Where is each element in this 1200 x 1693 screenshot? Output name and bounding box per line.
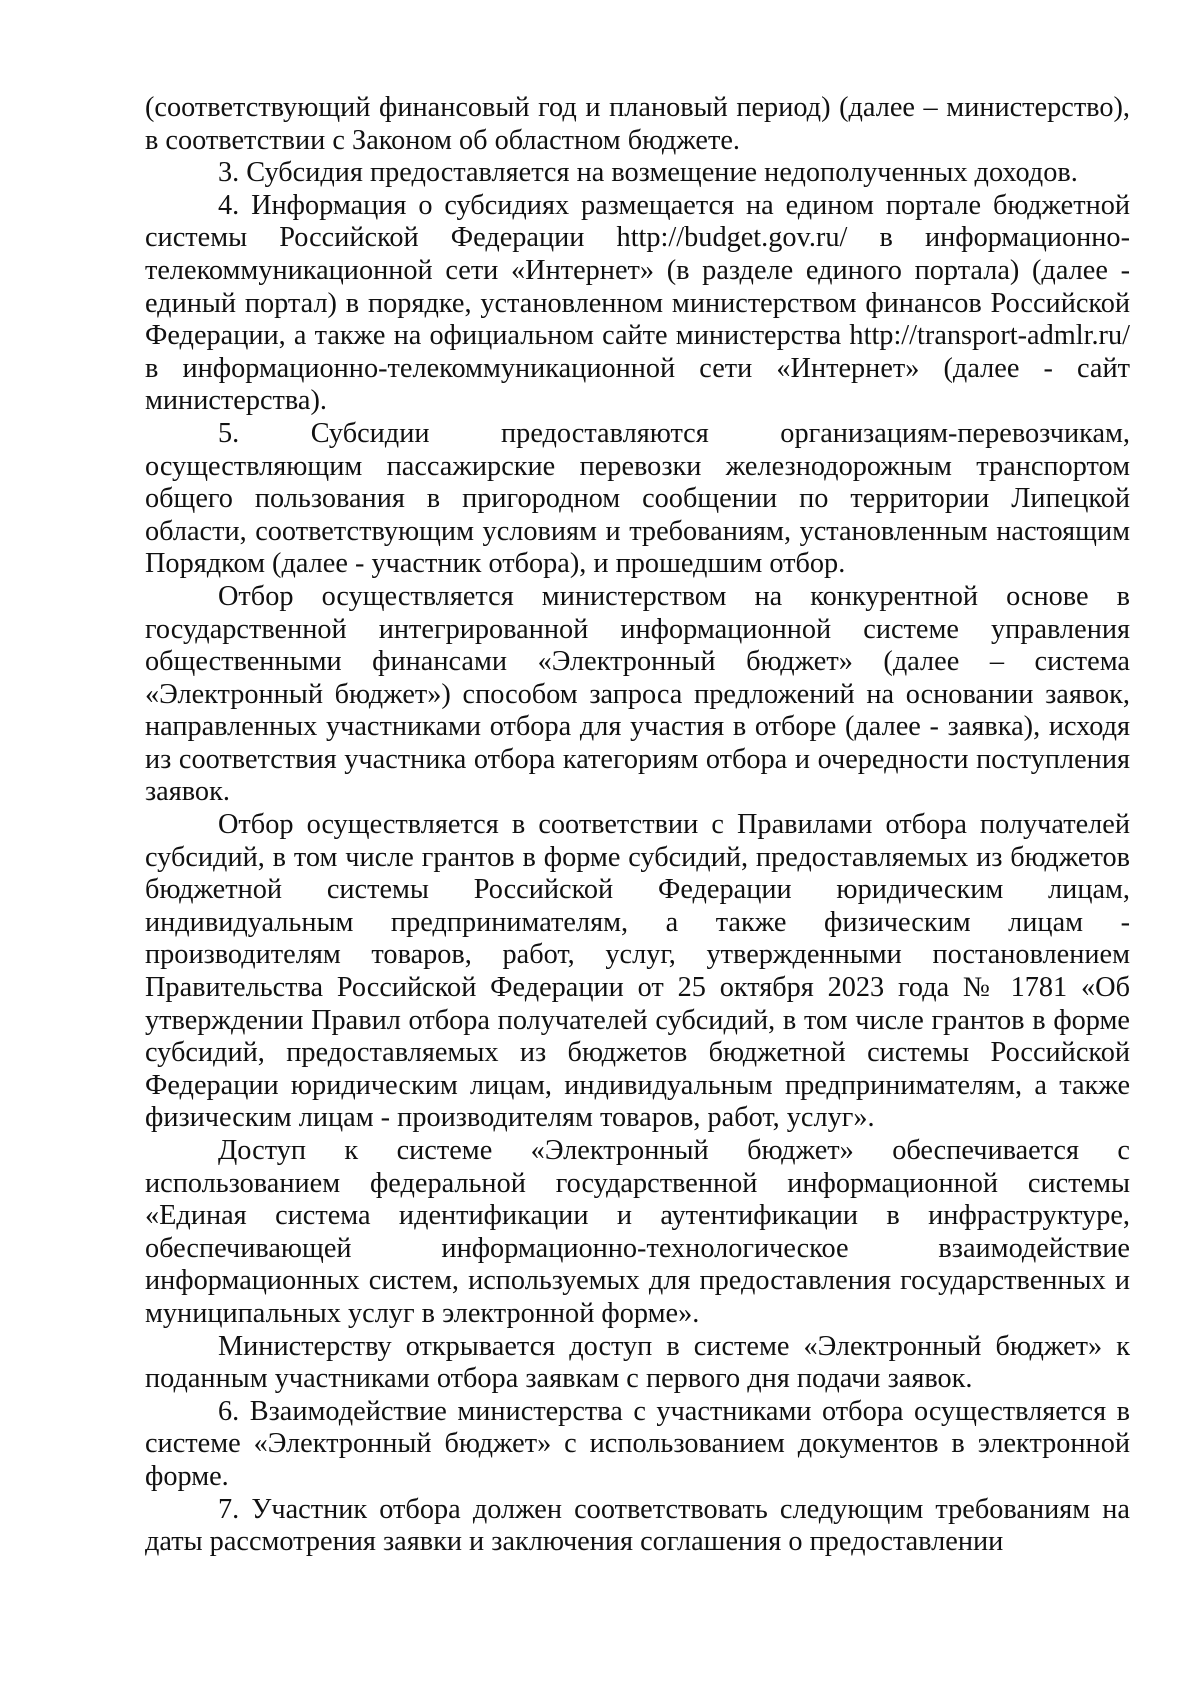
paragraph-selection-method: Отбор осуществляется министерством на конкурентной основе в государственной интегрированной информационной системе управления общественными финансами «Электронный бюджет» (далее – система «Электронный бюджет») способом запроса предложений на основании заявок, направленных участниками отбора для участия в отборе (далее - заявка), исходя из соответствия участника отбора категориям отбора и очередности поступления заявок. xyxy=(145,580,1130,808)
paragraph-selection-rules: Отбор осуществляется в соответствии с Правилами отбора получателей субсидий, в том числе грантов в форме субсидий, предоставляемых из бюджетов бюджетной системы Российской Федерации юридическим лицам, индивидуальным предпринимателям, а также физическим лицам - производителям товаров, работ, услуг, утвержденными постановлением Правительства Российской Федерации от 25 октября 2023 года № 1781 «Об утверждении Правил отбора получателей субсидий, в том числе грантов в форме субсидий, предоставляемых из бюджетов бюджетной системы Российской Федерации юридическим лицам, индивидуальным предпринимателям, а также физическим лицам - производителям товаров, работ, услуг». xyxy=(145,809,1130,1134)
document-body xyxy=(145,92,1130,1559)
paragraph-ministry-access: Министерству открывается доступ в системе «Электронный бюджет» к поданным участниками отбора заявкам с первого дня подачи заявок. xyxy=(145,1330,1130,1395)
paragraph-item-5: 5. Субсидии предоставляются организациям-перевозчикам, осуществляющим пассажирские перевозки железнодорожным транспортом общего пользования в пригородном сообщении по территории Липецкой области, соответствующим условиям и требованиям, установленным настоящим Порядком (далее - участник отбора), и прошедшим отбор. xyxy=(145,417,1130,580)
paragraph-item-6: 6. Взаимодействие министерства с участниками отбора осуществляется в системе «Электронный бюджет» с использованием документов в электронной форме. xyxy=(145,1395,1130,1492)
paragraph-item-3: 3. Субсидия предоставляется на возмещение недополученных доходов. xyxy=(218,157,1078,189)
paragraph-item-4: 4. Информация о субсидиях размещается на едином портале бюджетной системы Российской Федерации http://budget.gov.ru/ в информационно-телекоммуникационной сети «Интернет» (в разделе единого портала) (далее - единый портал) в порядке, установленном министерством финансов Российской Федерации, а также на официальном сайте министерства http://transport-admlr.ru/ в информационно-телекоммуникационной сети «Интернет» (далее - сайт министерства). xyxy=(145,189,1130,417)
paragraph-item-7: 7. Участник отбора должен соответствовать следующим требованиям на даты рассмотрения заявки и заключения соглашения о предоставлении xyxy=(145,1493,1130,1558)
paragraph-system-access: Доступ к системе «Электронный бюджет» обеспечивается с использованием федеральной государственной информационной системы «Единая система идентификации и аутентификации в инфраструктуре, обеспечивающей информационно-технологическое взаимодействие информационных систем, используемых для предоставления государственных и муниципальных услуг в электронной форме». xyxy=(145,1135,1130,1329)
paragraph-continuation: (соответствующий финансовый год и плановый период) (далее – министерство), в соответствии с Законом об областном бюджете. xyxy=(145,92,1130,156)
